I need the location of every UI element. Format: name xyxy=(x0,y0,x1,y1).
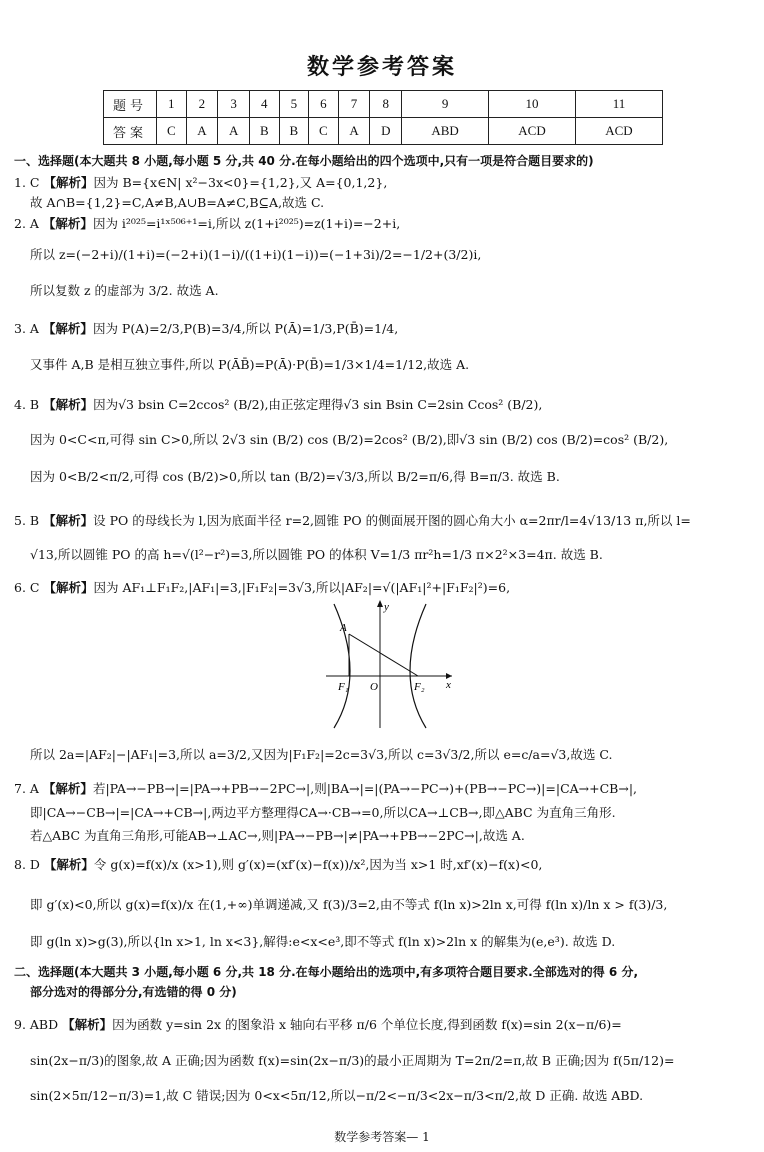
solution-line: 因为 0<B/2<π/2,可得 cos (B/2)>0,所以 tan (B/2)=√3/3,所以 B/2=π/6,得 B=π/3. 故选 B. xyxy=(30,469,560,484)
label-o: O xyxy=(370,681,378,693)
hyperbola-figure xyxy=(318,598,458,732)
question-4 xyxy=(14,396,542,413)
solution-line: 即 g′(x)<0,所以 g(x)=f(x)/x 在(1,+∞)单调递减,又 f(3)/3=2,由不等式 f(ln x)>2ln x,可得 f(ln x)/ln x > f(3)/3, xyxy=(30,897,668,912)
segment-af2 xyxy=(349,634,418,676)
solution-line: 若△ABC 为直角三角形,可能AB→⊥AC→,则|PA→−PB→|≠|PA→+PB→−2PC→|,故选 A. xyxy=(30,828,525,843)
question-number: 8. D xyxy=(14,857,40,872)
y-axis-arrow xyxy=(377,600,383,607)
solution-line: 又事件 A,B 是相互独立事件,所以 P(ĀB̄)=P(Ā)·P(B̄)=1/3×1/4=1/12,故选 A. xyxy=(30,357,470,372)
question-number: 7. A xyxy=(14,781,39,796)
section-heading-2-cont: 部分选对的得部分分,有选错的得 0 分) xyxy=(30,985,237,999)
table-row xyxy=(104,91,663,118)
question-6 xyxy=(14,579,510,596)
question-5 xyxy=(14,512,691,529)
solution-line: 因为 i²⁰²⁵=i¹ˣ⁵⁰⁶⁺¹=i,所以 z(1+i²⁰²⁵)=z(1+i)=−2+i, xyxy=(92,216,401,231)
question-number: 9. ABD xyxy=(14,1017,59,1032)
question-number: 5. B xyxy=(14,513,40,528)
analysis-label: 【解析】 xyxy=(42,321,93,336)
table-cell: A xyxy=(186,118,218,145)
section-heading-1: 一、选择题(本大题共 8 小题,每小题 5 分,共 40 分.在每小题给出的四个选项中,只有一项是符合题目要求的) xyxy=(14,154,594,168)
question-1 xyxy=(14,174,387,191)
solution-line: 即|CA→−CB→|=|CA→+CB→|,两边平方整理得CA→·CB→=0,所以CA→⊥CB→,即△ABC 为直角三角形. xyxy=(30,805,616,820)
analysis-label: 【解析】 xyxy=(43,857,94,872)
table-cell: ACD xyxy=(489,118,576,145)
page-title: 数学参考答案 xyxy=(306,55,457,80)
solution-line: 因为 AF₁⊥F₁F₂,|AF₁|=3,|F₁F₂|=3√3,所以|AF₂|=√(|AF₁|²+|F₁F₂|²)=6, xyxy=(93,580,511,595)
row-label: 题号 xyxy=(104,91,157,118)
label-x: x xyxy=(446,679,451,691)
table-cell: 9 xyxy=(402,91,489,118)
solution-line: 因为 P(A)=2/3,P(B)=3/4,所以 P(Ā)=1/3,P(B̄)=1/4, xyxy=(92,321,399,336)
analysis-label: 【解析】 xyxy=(42,216,93,231)
solution-line: 若|PA→−PB→|=|PA→+PB→−2PC→|,则|BA→|=|(PA→−PC→)+(PB→−PC→)|=|CA→+CB→|, xyxy=(92,781,638,796)
solution-line: 因为 B={x∈N| x²−3x<0}={1,2},又 A={0,1,2}, xyxy=(93,175,388,190)
label-f2: F₂ xyxy=(414,681,425,693)
analysis-label: 【解析】 xyxy=(43,397,94,412)
analysis-label: 【解析】 xyxy=(43,580,94,595)
solution-line: sin(2×5π/12−π/3)=1,故 C 错误;因为 0<x<5π/12,所以−π/2<−π/3<2x−π/3<π/2,故 D 正确. 故选 ABD. xyxy=(30,1088,644,1103)
table-cell: 4 xyxy=(250,91,280,118)
table-cell: 7 xyxy=(338,91,370,118)
question-2 xyxy=(14,215,400,232)
label-y: y xyxy=(384,601,389,613)
table-cell: D xyxy=(370,118,402,145)
solution-line: 令 g(x)=f(x)/x (x>1),则 g′(x)=(xf′(x)−f(x))/x²,因为当 x>1 时,xf′(x)−f(x)<0, xyxy=(93,857,543,872)
solution-line: 因为 0<C<π,可得 sin C>0,所以 2√3 sin (B/2) cos (B/2)=2cos² (B/2),即√3 sin (B/2) cos (B/2)=cos² (B/2), xyxy=(30,432,669,447)
solution-line: 所以复数 z 的虚部为 3/2. 故选 A. xyxy=(30,283,219,298)
solution-line: 因为函数 y=sin 2x 的图象沿 x 轴向右平移 π/6 个单位长度,得到函数 f(x)=sin 2(x−π/6)= xyxy=(112,1017,622,1032)
table-cell: ACD xyxy=(575,118,662,145)
solution-line: √13,所以圆锥 PO 的高 h=√(l²−r²)=3,所以圆锥 PO 的体积 V=1/3 πr²h=1/3 π×2²×3=4π. 故选 B. xyxy=(30,547,603,562)
question-number: 1. C xyxy=(14,175,40,190)
question-3 xyxy=(14,320,398,337)
question-7 xyxy=(14,780,637,797)
analysis-label: 【解析】 xyxy=(43,175,94,190)
page-footer: 数学参考答案— 1 xyxy=(334,1130,430,1144)
analysis-label: 【解析】 xyxy=(42,781,93,796)
section-heading-2: 二、选择题(本大题共 3 小题,每小题 6 分,共 18 分.在每小题给出的选项中,有多项符合题目要求.全部选对的得 6 分, xyxy=(14,965,639,979)
table-cell: 5 xyxy=(279,91,309,118)
analysis-label: 【解析】 xyxy=(43,513,94,528)
table-cell: A xyxy=(338,118,370,145)
question-9 xyxy=(14,1016,622,1033)
answer-table xyxy=(103,90,663,145)
table-cell: A xyxy=(218,118,250,145)
solution-line: 设 PO 的母线长为 l,因为底面半径 r=2,圆锥 PO 的侧面展开图的圆心角大小 α=2πr/l=4√13/13 π,所以 l= xyxy=(93,513,691,528)
label-a: A xyxy=(340,622,347,634)
table-row xyxy=(104,118,663,145)
table-cell: 6 xyxy=(309,91,339,118)
question-number: 2. A xyxy=(14,216,39,231)
solution-line: 故 A∩B={1,2}=C,A≠B,A∪B=A≠C,B⊆A,故选 C. xyxy=(30,195,325,210)
solution-line: 所以 z=(−2+i)/(1+i)=(−2+i)(1−i)/((1+i)(1−i))=(−1+3i)/2=−1/2+(3/2)i, xyxy=(30,247,482,262)
question-number: 3. A xyxy=(14,321,39,336)
table-cell: 11 xyxy=(575,91,662,118)
table-cell: 8 xyxy=(370,91,402,118)
solution-line: 即 g(ln x)>g(3),所以{ln x>1, ln x<3},解得:e<x<e³,即不等式 f(ln x)>2ln x 的解集为(e,e³). 故选 D. xyxy=(30,934,616,949)
table-cell: B xyxy=(250,118,280,145)
table-cell: C xyxy=(309,118,339,145)
table-cell: 10 xyxy=(489,91,576,118)
table-cell: ABD xyxy=(402,118,489,145)
question-number: 6. C xyxy=(14,580,40,595)
analysis-label: 【解析】 xyxy=(62,1017,113,1032)
hyperbola-right-branch xyxy=(410,604,426,728)
solution-line: sin(2x−π/3)的图象,故 A 正确;因为函数 f(x)=sin(2x−π/3)的最小正周期为 T=2π/2=π,故 B 正确;因为 f(5π/12)= xyxy=(30,1053,675,1068)
table-cell: 2 xyxy=(186,91,218,118)
solution-line: 所以 2a=|AF₂|−|AF₁|=3,所以 a=3/2,又因为|F₁F₂|=2c=3√3,所以 c=3√3/2,所以 e=c/a=√3,故选 C. xyxy=(30,747,613,762)
table-cell: 1 xyxy=(157,91,187,118)
table-cell: B xyxy=(279,118,309,145)
label-f1: F₁ xyxy=(338,681,349,693)
table-cell: 3 xyxy=(218,91,250,118)
question-number: 4. B xyxy=(14,397,40,412)
row-label: 答案 xyxy=(104,118,157,145)
table-cell: C xyxy=(157,118,187,145)
solution-line: 因为√3 bsin C=2ccos² (B/2),由正弦定理得√3 sin Bsin C=2sin Ccos² (B/2), xyxy=(93,397,543,412)
question-8 xyxy=(14,856,542,873)
